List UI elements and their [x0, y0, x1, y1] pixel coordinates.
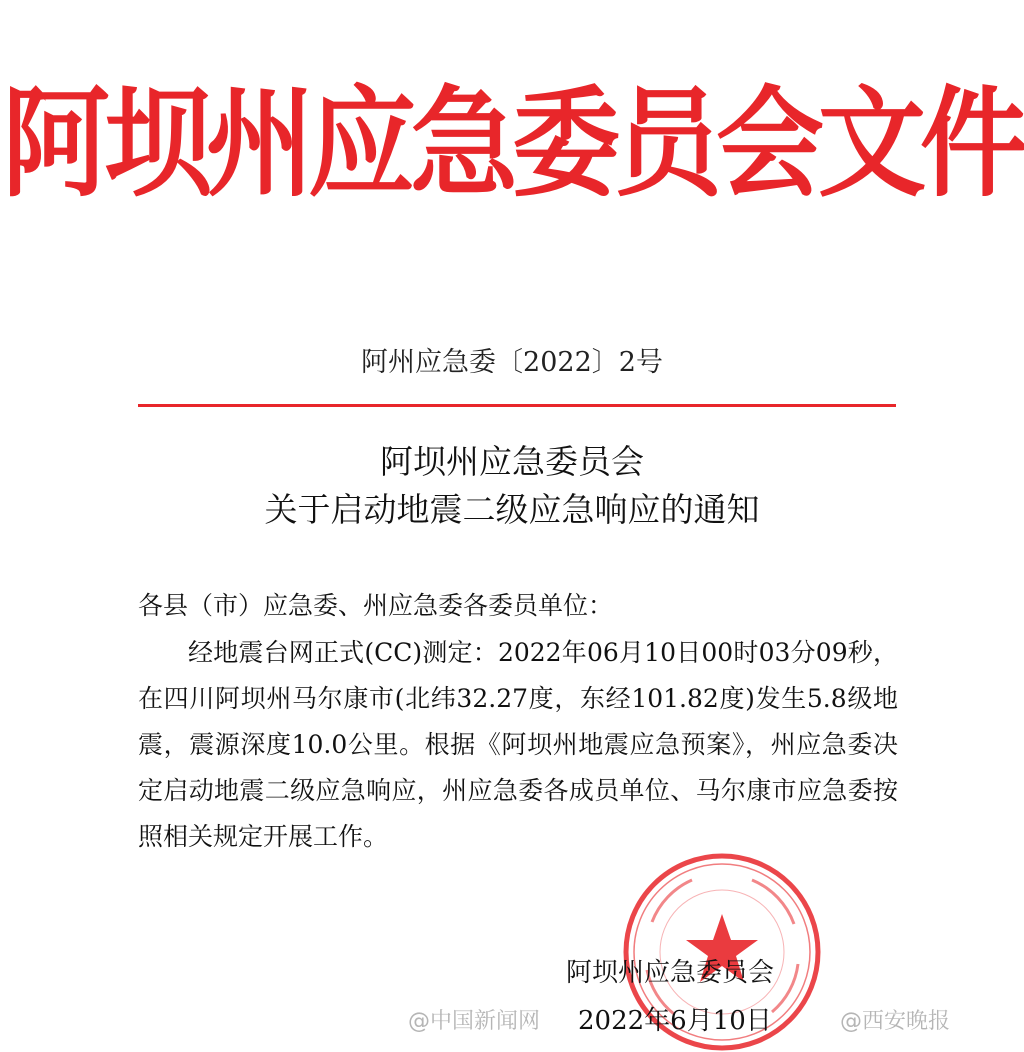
document-number: 阿州应急委〔2022〕2号 — [361, 347, 663, 378]
issue-date: 2022年6月10日 — [578, 1006, 772, 1036]
notice-title-subject: 关于启动地震二级应急响应的通知 — [264, 490, 760, 529]
signature-issuer: 阿坝州应急委员会 — [566, 958, 775, 988]
notice-title-issuer: 阿坝州应急委员会 — [380, 442, 644, 481]
red-divider-line — [138, 404, 896, 407]
watermark-source-right: @西安晚报 — [840, 1009, 951, 1034]
notice-body-paragraph: 经地震台网正式(CC)测定：2022年06月10日00时03分09秒，在四川阿坝州马尔康市(北纬32.27度，东经101.82度)发生5.8级地震，震源深度10.0公里。根据《阿坝州地震应急预案》，州应急委决定启动地震二级应急响应，州应急委各成员单位、马尔康市应急委按照相关规定开展工作。 — [138, 638, 898, 851]
addressee-line: 各县（市）应急委、州应急委各委员单位： — [138, 591, 614, 620]
masthead-title: 阿坝州应急委员会文件 — [1, 75, 1022, 214]
watermark-source-left: @中国新闻网 — [408, 1009, 541, 1034]
